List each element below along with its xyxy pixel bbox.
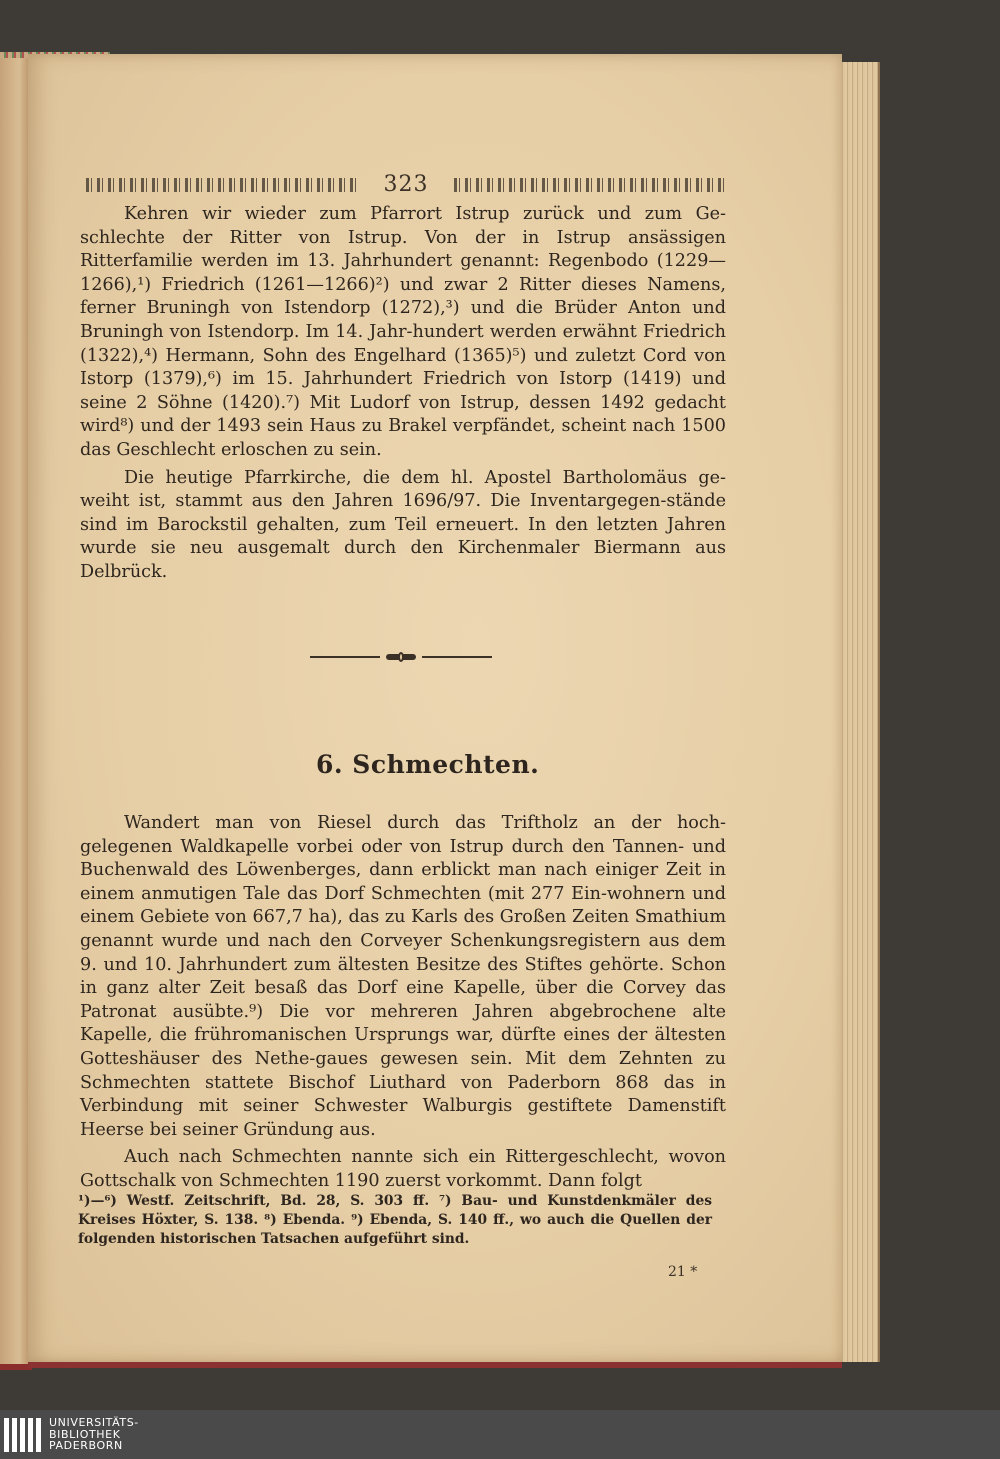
footnotes: ¹)—⁶) Westf. Zeitschrift, Bd. 28, S. 303 ff. ⁷) Bau- und Kunstdenkmäler des Kreises Höxter, S. 138. ⁸) Ebenda. ⁹) Ebenda, S. 140 ff., wo auch die Quellen der folgenden historischen Tatsachen aufgeführt sind. <box>78 1193 712 1247</box>
library-name-line1: UNIVERSITÄTS- <box>49 1416 139 1430</box>
library-name-line2: BIBLIOTHEK <box>49 1427 121 1441</box>
paragraph-ritter-von-istrup: Kehren wir wieder zum Pfarrort Istrup zurück und zum Ge-schlechte der Ritter von Istrup. Von der in Istrup ansässigen Ritterfamilie werden im 13. Jahrhundert genannt: Regenbodo (1229—1266),¹) Friedrich (1261—1266)²) und zwar 2 Ritter dieses Namens, ferner Bruningh von Istendorp (1272),³) und die Brüder Anton und Bruningh von Istendorp. Im 14. Jahr-hundert werden erwähnt Friedrich (1322),⁴) Hermann, Sohn des Engelhard (1365)⁵) und zuletzt Cord von Istorp (1379),⁶) im 15. Jahrhundert Friedrich von Istorp (1419) und seine 2 Söhne (1420).⁷) Mit Ludorf von Istrup, dessen 1492 gedacht wird⁸) und der 1493 sein Haus zu Brakel verpfändet, scheint nach 1500 das Geschlecht erloschen zu sein. <box>80 204 726 460</box>
page-number: 323 <box>383 172 429 197</box>
library-name-line3: PADERBORN <box>49 1439 123 1453</box>
divider-line-right <box>422 656 492 658</box>
paragraph-wandert-man: Wandert man von Riesel durch das Triftholz an der hoch-gelegenen Waldkapelle vorbei oder von Istrup durch den Tannen- und Buchenwald des Löwenberges, dann erblickt man nach einiger Zeit in einem anmutigen Tale das Dorf Schmechten (mit 277 Ein-wohnern und einem Gebiete von 667,7 ha), das zu Karls des Großen Zeiten Smathium genannt wurde und nach den Corveyer Schenkungsregistern aus dem 9. und 10. Jahrhundert zum ältesten Besitze des Stiftes gehörte. Schon in ganz alter Zeit besaß das Dorf eine Kapelle, über die Corvey das Patronat ausübte.⁹) Die vor mehreren Jahren abgebrochene alte Kapelle, die frühromanischen Ursprungs war, dürfte eines der ältesten Gotteshäuser des Nethe-gaues gewesen sein. Mit dem Zehnten zu Schmechten stattete Bischof Liuthard von Paderborn 868 das in Verbindung mit seiner Schwester Walburgis gestiftete Damenstift Heerse bei seiner Gründung aus. <box>80 813 726 1140</box>
ornament-band-right <box>454 178 726 192</box>
text-block-istrup <box>80 203 726 585</box>
signature-mark: 21 * <box>668 1264 698 1280</box>
running-head <box>86 172 726 197</box>
paragraph-pfarrkirche: Die heutige Pfarrkirche, die dem hl. Apostel Bartholomäus ge-weiht ist, stammt aus den Jahren 1696/97. Die Inventargegen-stände sind im Barockstil gehalten, zum Teil erneuert. In den letzten Jahren wurde sie neu ausgemalt durch den Kirchenmaler Biermann aus Delbrück. <box>80 467 726 582</box>
library-footer-bar <box>0 1410 1000 1459</box>
library-logo[interactable] <box>4 1417 139 1452</box>
text-block-schmechten <box>80 812 726 1194</box>
divider-line-left <box>310 656 380 658</box>
paragraph-rittergeschlecht: Auch nach Schmechten nannte sich ein Rittergeschlecht, wovon Gottschalk von Schmechten 1190 zuerst vorkommt. Dann folgt <box>80 1147 726 1191</box>
divider-ornament-icon <box>382 653 420 661</box>
barcode-logo-icon <box>4 1418 41 1452</box>
section-heading: 6. Schmechten. <box>316 750 540 779</box>
library-name <box>49 1417 139 1452</box>
ornament-band-left <box>86 178 358 192</box>
ornamental-divider <box>310 650 492 664</box>
